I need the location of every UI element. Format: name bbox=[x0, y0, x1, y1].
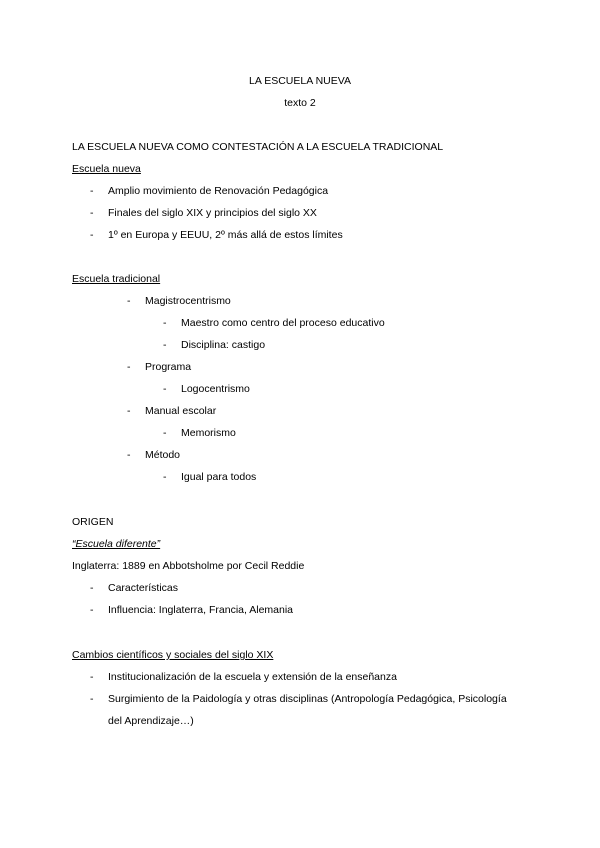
list-item: Amplio movimiento de Renovación Pedagógica bbox=[108, 185, 329, 197]
list-item: 1º en Europa y EEUU, 2º más allá de estos límites bbox=[108, 229, 343, 241]
bullet-dash: - bbox=[127, 449, 131, 461]
bullet-dash: - bbox=[163, 383, 167, 395]
bullet-dash: - bbox=[90, 693, 94, 705]
list-item: Surgimiento de la Paidología y otras disciplinas (Antropología Pedagógica, Psicología bbox=[108, 693, 507, 705]
sub-list-item: Memorismo bbox=[181, 427, 236, 439]
bullet-dash: - bbox=[90, 185, 94, 197]
list-item-magistrocentrismo: Magistrocentrismo bbox=[145, 295, 231, 307]
bullet-dash: - bbox=[163, 339, 167, 351]
list-item: Finales del siglo XIX y principios del siglo XX bbox=[108, 207, 317, 219]
list-item-metodo: Método bbox=[145, 449, 181, 461]
sub-list-item: Logocentrismo bbox=[181, 383, 250, 395]
bullet-dash: - bbox=[90, 229, 94, 241]
document-subtitle: texto 2 bbox=[284, 97, 316, 109]
list-item-continuation: del Aprendizaje…) bbox=[108, 715, 194, 727]
section-heading-contestacion: LA ESCUELA NUEVA COMO CONTESTACIÓN A LA ESCUELA TRADICIONAL bbox=[72, 141, 444, 153]
bullet-dash: - bbox=[90, 207, 94, 219]
bullet-dash: - bbox=[127, 295, 131, 307]
bullet-dash: - bbox=[90, 671, 94, 683]
list-item: Influencia: Inglaterra, Francia, Alemania bbox=[108, 604, 294, 616]
sub-list-item: Maestro como centro del proceso educativo bbox=[181, 317, 385, 329]
bullet-dash: - bbox=[127, 405, 131, 417]
label-cambios: Cambios científicos y sociales del siglo XIX bbox=[72, 649, 274, 661]
list-item: Institucionalización de la escuela y extensión de la enseñanza bbox=[108, 671, 397, 683]
list-item-programa: Programa bbox=[145, 361, 192, 373]
bullet-dash: - bbox=[127, 361, 131, 373]
bullet-dash: - bbox=[163, 427, 167, 439]
bullet-dash: - bbox=[163, 471, 167, 483]
section-heading-origen: ORIGEN bbox=[72, 516, 114, 528]
document-title: LA ESCUELA NUEVA bbox=[249, 75, 351, 87]
bullet-dash: - bbox=[90, 604, 94, 616]
bullet-dash: - bbox=[163, 317, 167, 329]
list-item-manual-escolar: Manual escolar bbox=[145, 405, 217, 417]
bullet-dash: - bbox=[90, 582, 94, 594]
label-escuela-nueva: Escuela nueva bbox=[72, 163, 141, 175]
label-escuela-tradicional: Escuela tradicional bbox=[72, 273, 161, 285]
sub-list-item: Igual para todos bbox=[181, 471, 257, 483]
list-item: Características bbox=[108, 582, 179, 594]
paragraph-inglaterra: Inglaterra: 1889 en Abbotsholme por Cecil Reddie bbox=[72, 560, 305, 572]
sub-list-item: Disciplina: castigo bbox=[181, 339, 266, 351]
label-escuela-diferente: “Escuela diferente” bbox=[72, 538, 161, 550]
